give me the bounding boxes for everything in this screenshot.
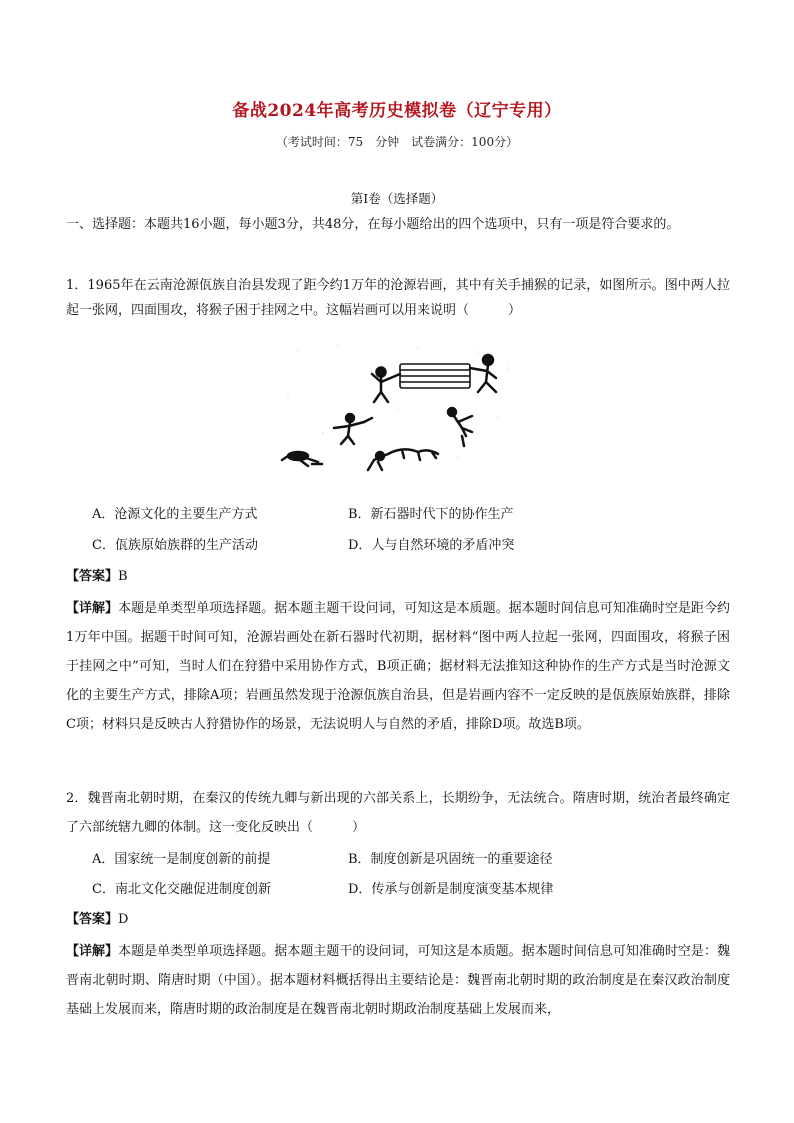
question-2-stem: 2．魏晋南北朝时期，在秦汉的传统九卿与新出现的六部关系上，长期纷争，无法统合。隋唐时期，统治者最终确定了六部统辖九卿的体制。这一变化反映出（ ） [66, 791, 730, 835]
answer-value: D [118, 912, 129, 927]
rock-painting-figure [278, 338, 516, 478]
detail-text: 本题是单类型单项选择题。据本题主题干的设问词，可知这是本质题。据本题时间信息可知准确时空是：魏晋南北朝时期、隋唐时期（中国）。据本题材料概括得出主要结论是：魏晋南北朝时期的政治制度是在秦汉政治制度基础上发展而来，隋唐时期的政治制度是在魏晋南北朝时期政治制度基础上发展而来， [66, 944, 730, 1017]
section-title: 第Ⅰ卷（选择题） [350, 191, 444, 206]
q2-option-c: C．南北文化交融促进制度创新 [92, 882, 271, 897]
q1-answer [66, 565, 128, 584]
answer-label: 【答案】 [66, 912, 119, 927]
q2-option-a: A．国家统一是制度创新的前提 [92, 852, 271, 867]
q1-option-d: D．人与自然环境的矛盾冲突 [348, 538, 515, 553]
q1-option-a: A．沧源文化的主要生产方式 [92, 507, 258, 522]
detail-label: 【详解】 [66, 944, 119, 959]
answer-value: B [118, 569, 128, 584]
answer-label: 【答案】 [66, 569, 119, 584]
exam-info: （考试时间：75 分钟 试卷满分：100分） [275, 135, 519, 149]
q2-option-b: B．制度创新是巩固统一的重要途径 [348, 852, 553, 867]
q1-option-c: C．佤族原始族群的生产活动 [92, 538, 258, 553]
page-title: 备战2024年高考历史模拟卷（辽宁专用） [232, 101, 562, 121]
question-1-stem: 1．1965年在云南沧源佤族自治县发现了距今约1万年的沧源岩画，其中有关手捕猴的记录，如图所示。图中两人拉起一张网，四面围攻，将猴子困于挂网之中。这幅岩画可以用来说明（ ） [66, 278, 730, 318]
q2-answer [66, 908, 128, 927]
instructions: 一、选择题：本题共16小题，每小题3分，共48分，在每小题给出的四个选项中，只有一项是符合要求的。 [66, 217, 680, 232]
q1-detail [66, 594, 730, 739]
detail-label: 【详解】 [66, 601, 119, 616]
q2-option-d: D．传承与创新是制度演变基本规律 [348, 882, 554, 897]
q1-option-b: B．新石器时代下的协作生产 [348, 507, 514, 522]
q2-detail [66, 937, 730, 1024]
detail-text: 本题是单类型单项选择题。据本题主题干设问词，可知这是本质题。据本题时间信息可知准确时空是距今约1万年中国。据题干时间可知，沧源岩画处在新石器时代初期，据材料“图中两人拉起一张网，四面围攻，将猴子困于挂网之中”可知，当时人们在狩猎中采用协作方式，B项正确；据材料无法推知这种协作的生产方式是当时沧源文化的主要生产方式，排除A项；岩画虽然发现于沧源佤族自治县，但是岩画内容不一定反映的是佤族原始族群，排除C项；材料只是反映古人狩猎协作的场景，无法说明人与自然的矛盾，排除D项。故选B项。 [66, 601, 730, 732]
